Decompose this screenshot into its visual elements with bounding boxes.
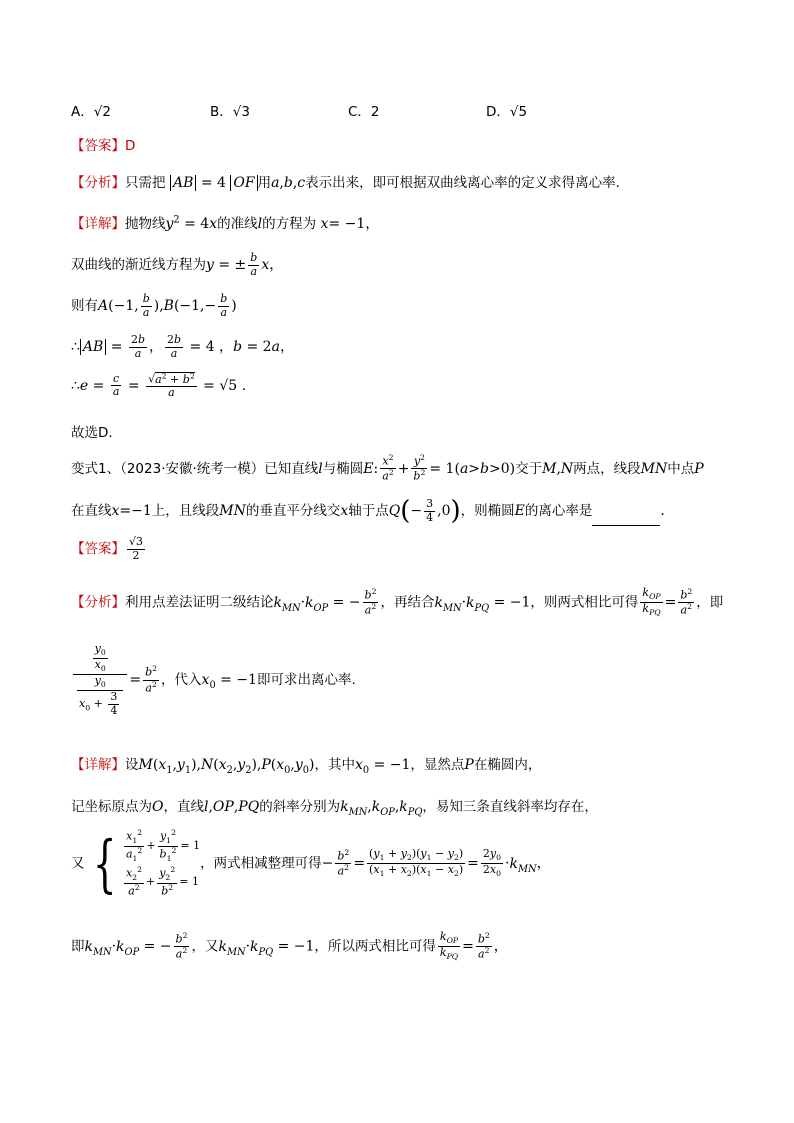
variant-detail-4: 即$k_{MN}\cdot k_{OP}$ = − $\frac{b^2}{a^2}$ ，又$k_{MN}\cdot k_{PQ} = -1$，所以两式相比可得 $\frac{k_{OP}}{k_{PQ}}$ = $\frac{b^2}{a^2}$ ， [71, 930, 508, 962]
variant-problem-1: 变式1、（2023·安徽·统考一模）已知直线l与椭圆E: $\frac{x^2}{a^2}$ + $\frac{y^2}{b^2}$ = 1(a>b>0)交于M,N两点，线段MN中点P [71, 453, 704, 483]
q1-answer [71, 134, 135, 154]
variant-analysis-2: $\frac{y_0}{x_0}$ $y_0$ $x_0$ + $\frac{3}{4}$ = $\frac{b^2}{a^2}$ ，代入$x_0 = -1$即可求出离心率. [71, 643, 356, 717]
option-d: D．√5 [486, 104, 528, 120]
variant-detail-2: 记坐标原点为O，直线l,OP,PQ的斜率分别为$k_{MN},k_{OP},k_{PQ}$，易知三条直线斜率均存在， [71, 799, 598, 818]
variant-answer: 【答案】 $\frac{√3}{2}$ [71, 535, 144, 562]
answer-value: D [125, 138, 136, 154]
option-b: B．√3 [210, 104, 250, 120]
option-c: C．2 [348, 104, 380, 120]
variant-problem-2: 在直线x=−1上，且线段MN的垂直平分线交x轴于点Q(− $\frac{3}{4}$ ,0)，则椭圆E的离心率是 . [71, 496, 665, 526]
variant-detail-1: 【详解】设$M(x_1,y_1),N(x_2,y_2),P(x_0,y_0)$，其中$x_0 = -1$，显然点P在椭圆内， [71, 757, 542, 776]
option-a: A．√2 [71, 104, 111, 120]
variant-analysis-1: 【分析】利用点差法证明二级结论$k_{MN}\cdot k_{OP}$ = − $\frac{b^2}{a^2}$ ，再结合$k_{MN}\cdot k_{PQ} = -1$，则两式相比可得 $\frac{k_{OP}}{k_{PQ}}$ = $\frac{b^2}{a^2}$ ，即 [71, 586, 724, 618]
q1-detail-4: ∴ AB = $\frac{2b}{a}$ ， $\frac{2b}{a}$ = 4 ，b = 2a， [71, 333, 294, 360]
answer-tag: 【答案】 [71, 138, 125, 154]
q1-detail-1: 【详解】抛物线$y^2 = 4x$的准线l的方程为 x= −1， [71, 214, 380, 232]
q1-detail-3: 则有A(−1, $\frac{b}{a}$ ),B(−1,− $\frac{b}{a}$ ) [71, 292, 237, 319]
q1-detail-2: 双曲线的渐近线方程为y = ± $\frac{b}{a}$ x， [71, 251, 284, 278]
answer-blank [592, 511, 660, 526]
q1-detail-5: ∴e = $\frac{c}{a}$ = $\frac{√a^2 + b^2}{a}$ = √5 . [71, 371, 247, 400]
variant-detail-3: 又 { $\frac{x_1^2}{a_1^2}$ + $\frac{y_1^2}{b_1^2}$ = 1 $\frac{x_2^2}{a^2}$ + $\frac{y_2^2}{b^2}$ = 1 ，两式相减整理可得− $\frac{b^2}{a^2}$ = $\frac{(y_1 + y_2)(y_1 - y_2)}{(x_1 + x_2)(x_1 - x_2)}$ = $\frac{2y_0}{2x_0}$ $\cdot k_{MN}$， [71, 826, 551, 900]
q1-conclusion: 故选D． [71, 425, 122, 441]
q1-analysis: 【分析】只需把 AB = 4 OF 用a,b,c表示出来，即可根据双曲线离心率的定义求得离心率． [71, 175, 630, 191]
